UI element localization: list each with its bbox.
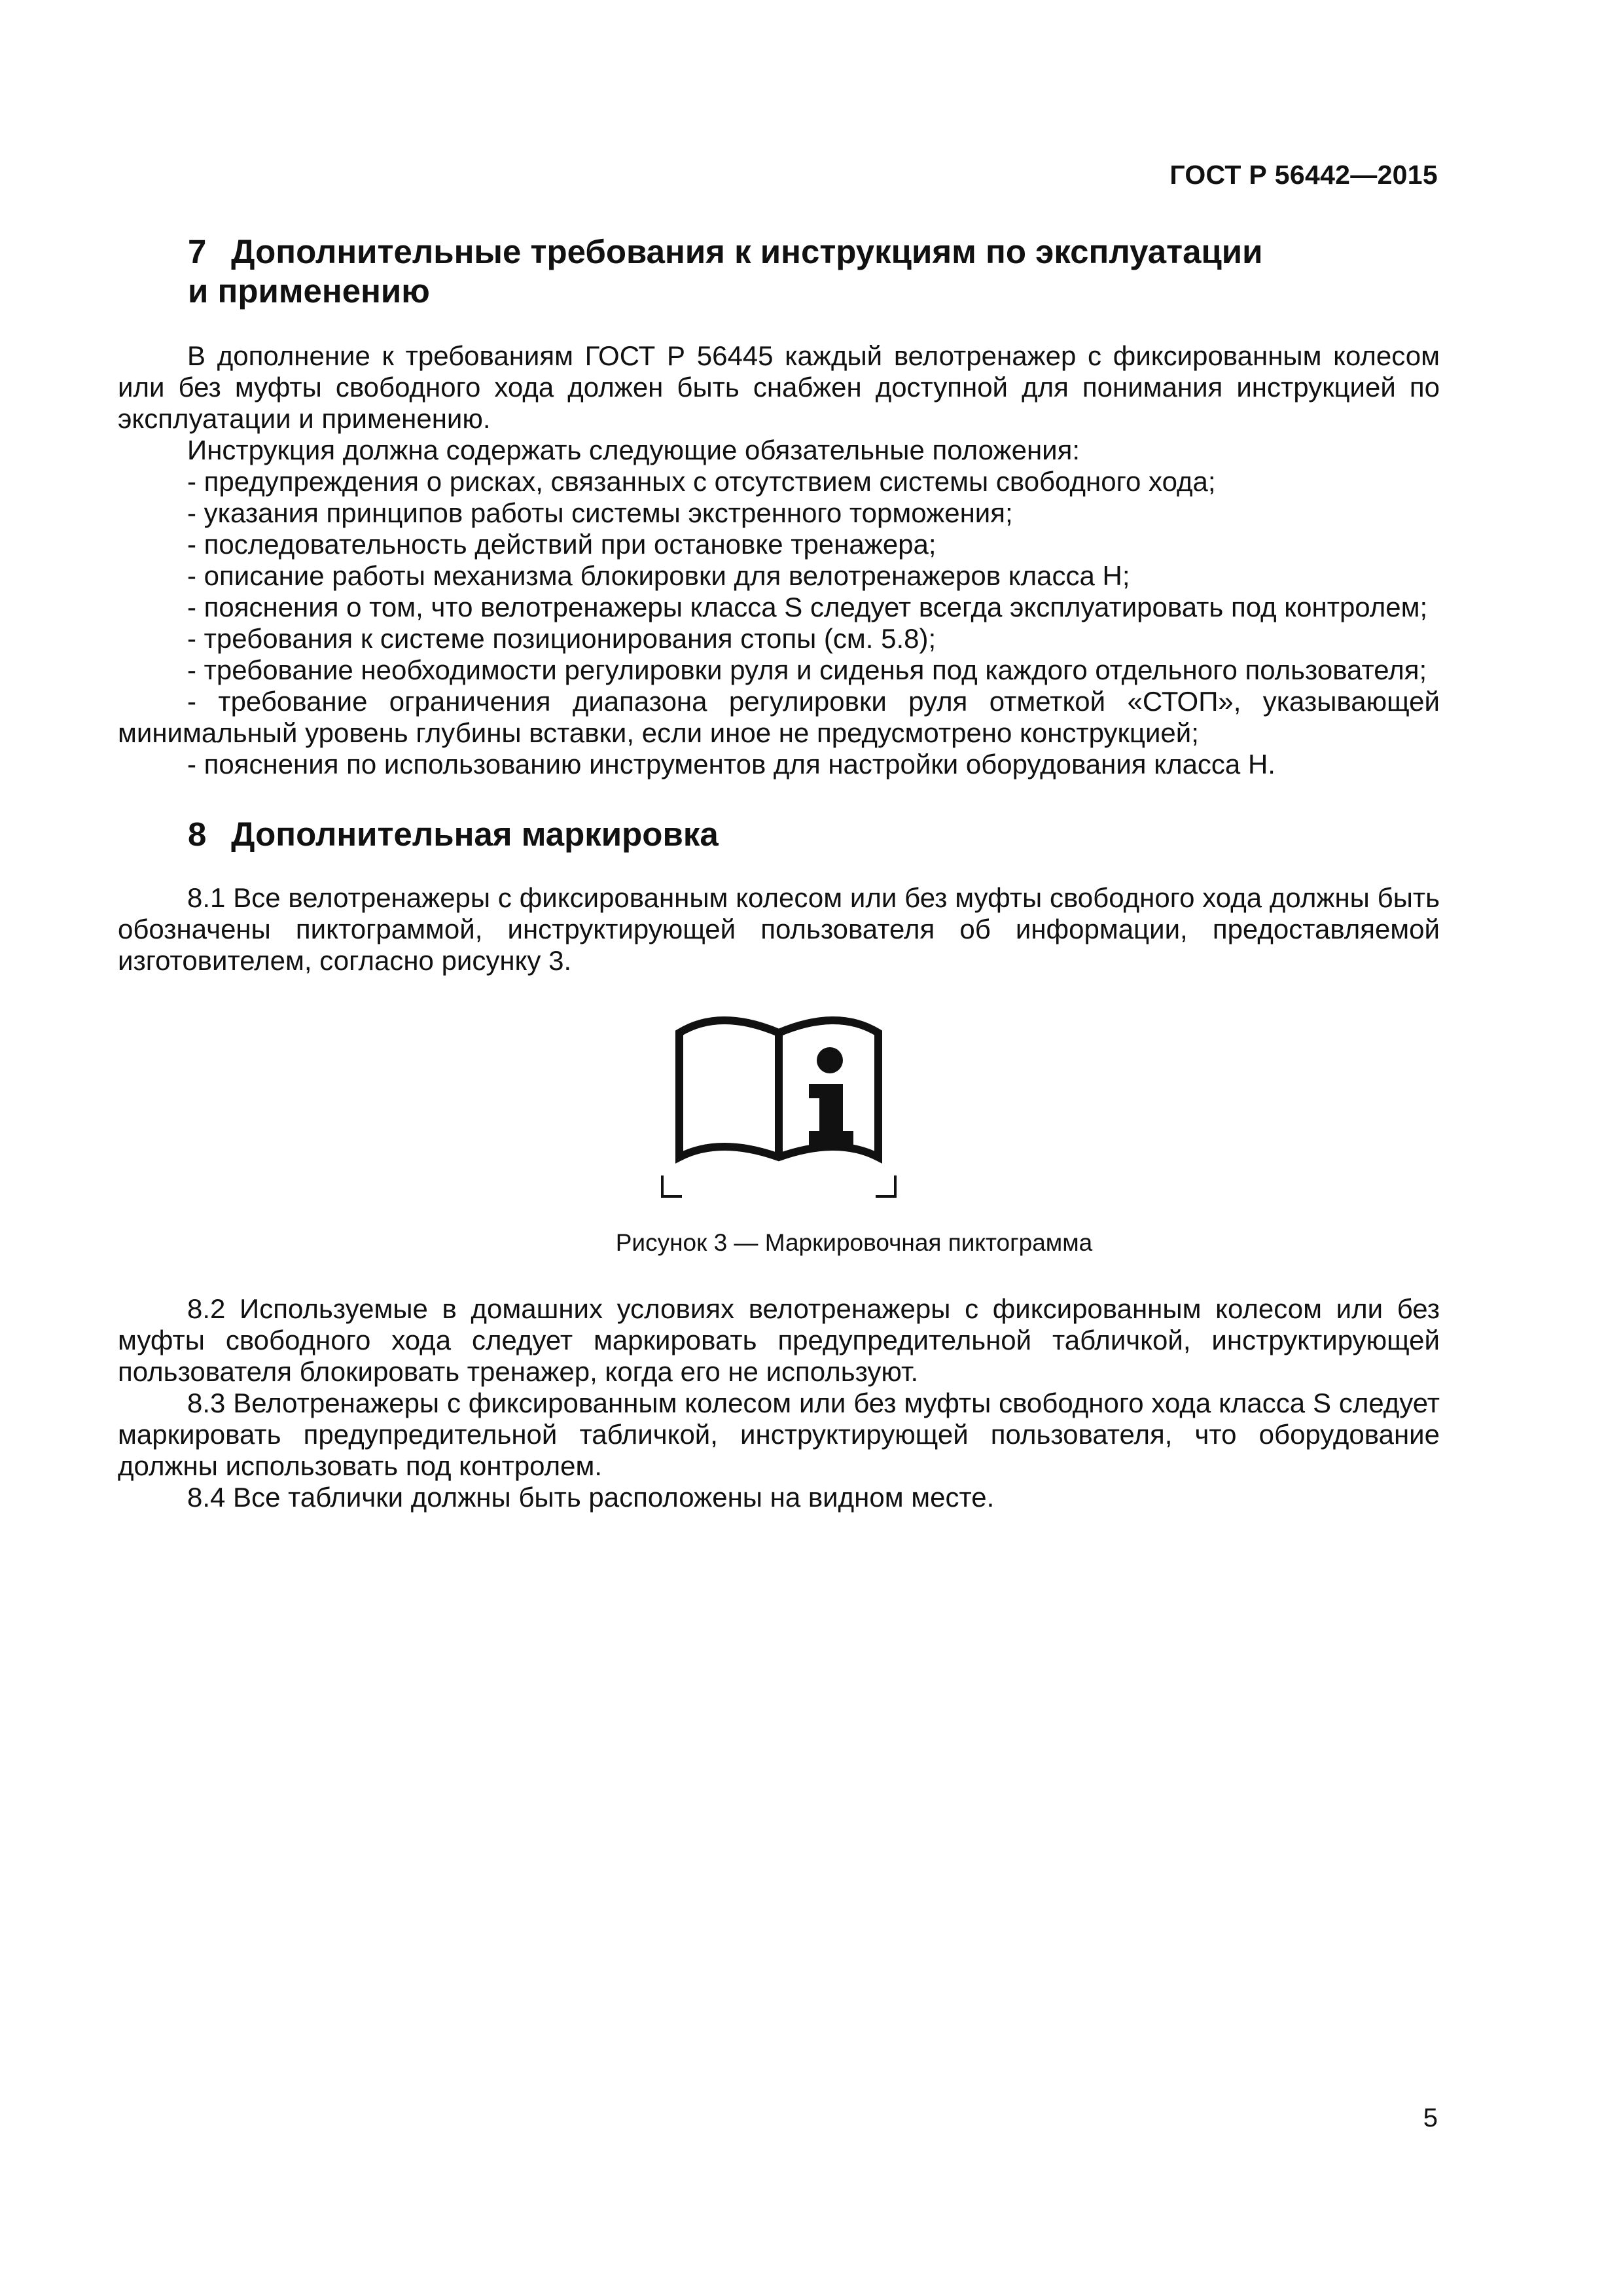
section-7-number: 7 (188, 233, 207, 270)
paragraph-8-2: 8.2 Используемые в домашних условиях велотренажеры с фиксированным колесом или без муфты свободного хода следует маркировать предупредительной табличкой, инструктирующей пользователя блокировать тренажер, когда его не используют. (118, 1293, 1440, 1387)
marking-pictogram-figure (654, 1008, 903, 1204)
list-item: - последовательность действий при остановке тренажера; (187, 529, 936, 560)
list-item: - требование необходимости регулировки руля и сиденья под каждого отдельного пользователя; (187, 655, 1427, 685)
paragraph-8-1: 8.1 Все велотренажеры с фиксированным колесом или без муфты свободного хода должны быть обозначены пиктограммой, инструктирующей пользователя об информации, предоставляемой изготовителем, согласно рисунку 3. (118, 882, 1440, 976)
section-7-heading (118, 232, 1335, 311)
list-item: - пояснения о том, что велотренажеры класса S следует всегда эксплуатировать под контролем; (187, 592, 1428, 622)
paragraph-8-3: 8.3 Велотренажеры с фиксированным колесом или без муфты свободного хода класса S следует маркировать предупредительной табличкой, инструктирующей пользователя, что оборудование должны использовать под контролем. (118, 1388, 1440, 1481)
list-item: - предупреждения о рисках, связанных с отсутствием системы свободного хода; (187, 466, 1216, 497)
list-item: - описание работы механизма блокировки для велотренажеров класса Н; (187, 560, 1130, 591)
section-7-body (118, 340, 1440, 780)
list-item: - требование ограничения диапазона регулировки руля отметкой «СТОП», указывающей минимальный уровень глубины вставки, если иное не предусмотрено конструкцией; (118, 686, 1440, 748)
section-7-title-line1: Дополнительные требования к инструкциям по эксплуатации (231, 233, 1263, 270)
list-item: - требования к системе позиционирования стопы (см. 5.8); (187, 623, 936, 654)
section-7-intro: В дополнение к требованиям ГОСТ Р 56445 каждый велотренажер с фиксированным колесом или без муфты свободного хода должен быть снабжен доступной для понимания инструкцией по эксплуатации и применению. (118, 340, 1440, 434)
section-8-number: 8 (188, 816, 207, 853)
figure-caption: Рисунок 3 — Маркировочная пиктограмма (615, 1229, 1093, 1256)
section-8-title: Дополнительная маркировка (231, 816, 719, 853)
section-7-title-line2: и применению (188, 272, 430, 310)
document-id: ГОСТ Р 56442—2015 (1169, 160, 1438, 190)
list-item: - указания принципов работы системы экстренного торможения; (187, 497, 1013, 528)
section-8-rest (118, 1293, 1440, 1513)
page-number: 5 (1423, 2104, 1438, 2132)
paragraph-8-4: 8.4 Все таблички должны быть расположены на видном месте. (187, 1482, 995, 1513)
section-8-heading (118, 815, 1335, 854)
section-8-1 (118, 882, 1440, 977)
book-info-icon (654, 1008, 903, 1204)
list-item: - пояснения по использованию инструментов для настройки оборудования класса Н. (187, 749, 1275, 780)
section-7-list-lead: Инструкция должна содержать следующие обязательные положения: (187, 435, 1080, 465)
